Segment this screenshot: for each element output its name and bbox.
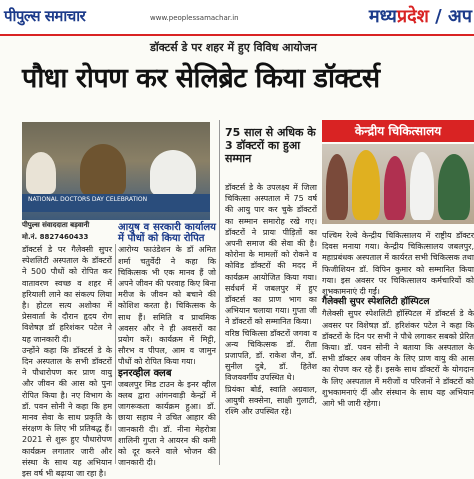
- main-headline: पौधा रोपण कर सेलिब्रेट किया डॉक्टर्स: [22, 63, 380, 94]
- newspaper-masthead: [0, 0, 474, 36]
- logo-part-suffix: / अप: [428, 6, 472, 27]
- column2-paragraph: आरोग्य फाउंडेशन के डॉ अमित शर्मा चतुर्वेदी ने कहा कि चिकित्सक भी एक मानव हैं जो अपने जीवन की परवाह किए बिना मरीज के जीवन को बचाने की कोशिश करता है। चिकित्सक के साथ हैं। समिति व प्राथमिक अवसर और ने ही अवसरों का प्रयोग करें। कार्यक्रम में मिट्टी, सौरभ व पीपल, आम व जामुन पौधों को रोपित किया गया।: [118, 245, 216, 367]
- reporter-phone: मो.नं. 8827460433: [22, 233, 89, 241]
- article-column-1: [22, 244, 112, 479]
- article-column-4: [322, 230, 474, 465]
- press-conference-photo: [22, 122, 210, 220]
- column3-paragraph: डॉक्टर्स डे के उपलक्ष्य में जिला चिकित्सा अस्पताल में 75 वर्ष की आयु पार कर चुके डॉक्टरों का सम्मान समारोह रखे गए। डॉक्टरों ने प्रायः पीड़ितों का अपनी समाज की सेवा की है। कोरोना के मामलों को रोकने व कोविड डॉक्टरों की मदद में कार्यक्रम आयोजित किया गया। सर्वधर्म में जबलपुर में हुए डॉक्टर्स का प्राण भाग का अभियान चलाया गया। गुप्ता जी ने डॉक्टरों को सम्मानित किया।: [225, 183, 317, 327]
- column2-paragraph: जबलपुर मिड टाउन के इनर व्हील क्लब द्वारा आंगनवाड़ी केन्द्रों में जागरूकता कार्यक्रम हुआ। डॉ. छाया सहाय ने उचित आहार की जानकारी दी। डॉ. नीना मेहरोत्रा शालिनी गुप्ता ने आयरन की कमी को दूर करने वाले भोजन की जानकारी दी।: [118, 379, 216, 468]
- left-newspaper-logo: पीपुल्स समाचार: [4, 7, 86, 25]
- logo-part-madhya: मध्य: [368, 6, 397, 27]
- column-divider: [115, 244, 116, 464]
- column-divider: [219, 120, 220, 465]
- plantation-group-photo: [322, 144, 474, 224]
- column2-subhead: आयुष व सरकारी कार्यालय में पौधों को किया रोपित: [118, 222, 216, 245]
- honour-headline: 75 साल से अधिक के 3 डॉक्टरों का हुआ सम्मान: [225, 126, 316, 165]
- column4-paragraph: पश्चिम रेल्वे केन्द्रीय चिकित्सालय में राष्ट्रीय डॉक्टर दिवस मनाया गया। केन्द्रीय चिकित्सालय जबलपुर, महाप्रबंधक अस्पताल में कार्यरत सभी चिकित्सक तथा फिजीशियन डॉ. विपिन कुमार को सम्मानित किया गया। इस अवसर पर चिकित्सालय कर्मचारियों को शुभकामनाएं दी गईं।: [322, 231, 474, 297]
- photo-person: [326, 154, 348, 220]
- logo-part-pradesh: प्रदेश: [396, 6, 429, 27]
- column1-paragraph: डॉक्टर्स डे पर गैलेक्सी सुपर स्पेशलिटी अस्पताल के डॉक्टरों ने 500 पौधों को रोपित कर वातावरण स्वच्छ व शहर में हरियाली लाने का संकल्प लिया है। होटल सत्य अशोका में प्रेसवार्ता के दौरान हृदय रोग विशेषज्ञ डॉ हरिशंकर पटेल ने यह जानकारी दी।: [22, 245, 112, 344]
- website-url: www.peoplessamachar.in: [150, 14, 239, 22]
- article-column-3: [225, 182, 317, 465]
- section-title-banner: केन्द्रीय चिकित्सालय: [322, 120, 474, 142]
- reporter-caption: पीपुल्स संवाददाता बड़वानी: [22, 221, 90, 229]
- column3-paragraph: वरिष्ठ चिकित्सा डॉक्टरों जगवा व अन्य चिकित्सक डॉ. रीता प्रजापति, डॉ. राकेश जैन, डॉ. सुनील दुबे, डॉ. हितेश विजयवर्गीय उपस्थित थे।: [225, 328, 317, 383]
- galaxy-hospital-subhead: गैलेक्सी सुपर स्पेशलिटी हॉस्पिटल: [322, 297, 430, 308]
- photo-person: [80, 144, 126, 196]
- column1-paragraph: उन्होंने कहा कि डॉक्टर्स डे के दिन अस्पताल के सभी डॉक्टरों ने पौधारोपण कर प्राण वायु और जीवन की आस को पुनः रोपित किया है। नए विभाग के डॉ. पवन सोनी ने कहा कि हम मानव सेवा के साथ प्रकृति के संरक्षण के लिए भी प्रतिबद्ध हैं। 2021 से शुरू हुए पौधारोपण कार्यक्रम लगातार जारी और संस्था के साथ यह अभियान इस वर्ष भी बढ़ाया जा रहा है।: [22, 345, 112, 479]
- column3-paragraph: प्रियंका बोर्ड, स्वाति अग्रवाल, आयुषी सक्सेना, साक्षी गुलाटी, रश्मि और उपस्थित रहे।: [225, 384, 317, 417]
- column4-paragraph: गैलेक्सी सुपर स्पेशलिटी हॉस्पिटल में डॉक्टर्स डे के अवसर पर विशेषज्ञ डॉ. हरिशंकर पटेल ने कहा कि डॉक्टरों के दिन पर सभी ने पौधे लगाकर सबको प्रेरित किया। डॉ. पवन सोनी ने बताया कि अस्पताल के सभी डॉक्टर अब जीवन के लिए प्राण वायु की आस का रोपण कर रहे हैं। इसके साथ डॉक्टरों के योगदान के लिए अस्पताल में मरीजों व परिजनों ने डॉक्टरों को शुभकामनाएं दीं और संस्थान के साथ यह अभियान आगे भी जारी रहेगा।: [322, 309, 474, 409]
- article-column-2: [118, 222, 216, 468]
- inner-wheel-subhead: इनरव्हील क्लब: [118, 367, 172, 379]
- right-newspaper-logo: [369, 4, 472, 28]
- kicker-line: डॉक्टर्स डे पर शहर में हुए विविध आयोजन: [150, 41, 317, 54]
- photo-person: [352, 150, 380, 220]
- photo-banner: NATIONAL DOCTORS DAY CELEBRATION: [22, 194, 210, 212]
- photo-person: [26, 152, 56, 194]
- photo-person: [384, 156, 406, 220]
- photo-person: [410, 152, 434, 220]
- photo-person: [150, 150, 196, 196]
- photo-person: [438, 154, 470, 220]
